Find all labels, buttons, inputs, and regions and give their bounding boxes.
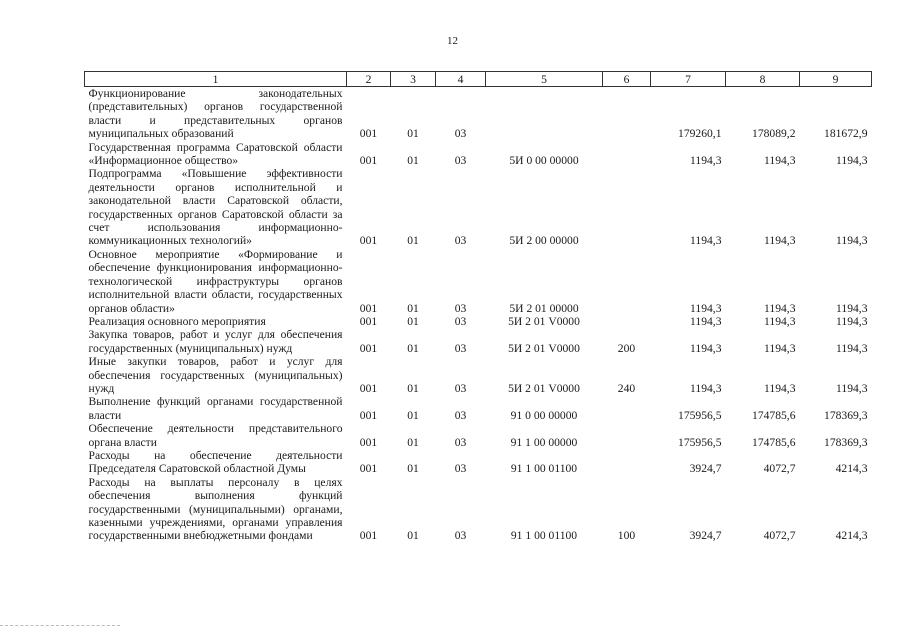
table-row bbox=[85, 328, 872, 355]
row-name: Расходы на выплаты персоналу в целях обеспечения выполнения функций государственными (муниципальными) органами, казенными учреждениями, органами управления государственными внебюджетными фондами bbox=[88, 475, 343, 543]
row-subsection-code: 03 bbox=[454, 301, 467, 315]
row-ministry-code: 001 bbox=[359, 234, 378, 248]
row-subsection-code: 03 bbox=[454, 408, 467, 422]
header-col-1: 1 bbox=[85, 72, 347, 87]
row-section-code: 01 bbox=[407, 381, 419, 395]
row-amount-year-3: 178369,3 bbox=[824, 408, 868, 422]
row-expense-type: 100 bbox=[617, 529, 636, 543]
row-section-code: 01 bbox=[407, 301, 419, 315]
row-name: Закупка товаров, работ и услуг для обеспечения государственных (муниципальных) нужд bbox=[88, 328, 343, 355]
row-amount-year-1: 175956,5 bbox=[678, 435, 722, 449]
row-section-code: 01 bbox=[407, 408, 419, 422]
row-name: Подпрограмма «Повышение эффективности деятельности органов исполнительной и законодательной власти Саратовской области, государственных органов Саратовской области за счет использования информационно-коммуникационных технологий» bbox=[88, 167, 343, 248]
table-row bbox=[85, 476, 872, 543]
row-ministry-code: 001 bbox=[359, 435, 378, 449]
row-target-code: 5И 2 01 V0000 bbox=[508, 314, 580, 328]
row-expense-type bbox=[603, 449, 651, 476]
row-target-code: 5И 2 01 V0000 bbox=[508, 381, 580, 395]
row-expense-type bbox=[603, 315, 651, 328]
row-expense-type: 240 bbox=[617, 381, 636, 395]
table-header bbox=[85, 72, 872, 87]
row-amount-year-2: 4072,7 bbox=[763, 462, 796, 476]
row-amount-year-3: 1194,3 bbox=[836, 234, 868, 248]
table-body bbox=[85, 87, 872, 543]
row-subsection-code: 03 bbox=[454, 314, 467, 328]
page-number: 12 bbox=[447, 35, 458, 47]
row-expense-type bbox=[603, 395, 651, 422]
row-amount-year-3: 4214,3 bbox=[835, 462, 868, 476]
row-name: Реализация основного мероприятия bbox=[88, 314, 266, 328]
row-amount-year-1: 1194,3 bbox=[690, 301, 722, 315]
row-subsection-code: 03 bbox=[454, 154, 467, 168]
row-expense-type bbox=[603, 141, 651, 168]
row-expense-type bbox=[603, 422, 651, 449]
row-amount-year-2: 1194,3 bbox=[764, 381, 796, 395]
table-row bbox=[85, 395, 872, 422]
row-amount-year-3: 1194,3 bbox=[836, 301, 868, 315]
row-name: Выполнение функций органами государственной власти bbox=[88, 395, 343, 422]
header-col-5: 5 bbox=[486, 72, 603, 87]
row-ministry-code: 001 bbox=[359, 127, 378, 141]
row-target-code: 91 1 00 00000 bbox=[510, 435, 578, 449]
row-amount-year-2: 174785,6 bbox=[752, 408, 796, 422]
row-amount-year-2: 1194,3 bbox=[764, 234, 796, 248]
row-section-code: 01 bbox=[407, 234, 419, 248]
row-amount-year-3: 4214,3 bbox=[835, 529, 868, 543]
row-amount-year-2: 178089,2 bbox=[752, 127, 796, 141]
row-amount-year-3: 181672,9 bbox=[824, 127, 868, 141]
header-col-9: 9 bbox=[800, 72, 872, 87]
row-ministry-code: 001 bbox=[359, 341, 378, 355]
table-row bbox=[85, 248, 872, 315]
header-col-6: 6 bbox=[603, 72, 651, 87]
row-ministry-code: 001 bbox=[359, 408, 378, 422]
row-amount-year-1: 1194,3 bbox=[690, 381, 722, 395]
row-section-code: 01 bbox=[407, 127, 419, 141]
row-target-code: 5И 2 01 00000 bbox=[509, 301, 579, 315]
row-ministry-code: 001 bbox=[359, 314, 378, 328]
row-amount-year-2: 174785,6 bbox=[752, 435, 796, 449]
row-target-code: 91 1 00 01100 bbox=[510, 462, 578, 476]
header-col-8: 8 bbox=[726, 72, 800, 87]
row-name: Государственная программа Саратовской области «Информационное общество» bbox=[88, 140, 343, 168]
table-row bbox=[85, 87, 872, 141]
row-section-code: 01 bbox=[407, 314, 419, 328]
row-name: Расходы на обеспечение деятельности Председателя Саратовской областной Думы bbox=[88, 448, 343, 476]
row-amount-year-1: 1194,3 bbox=[690, 154, 722, 168]
row-expense-type: 200 bbox=[617, 341, 636, 355]
row-amount-year-2: 4072,7 bbox=[763, 529, 796, 543]
row-target-code: 5И 0 00 00000 bbox=[509, 154, 579, 168]
row-amount-year-3: 1194,3 bbox=[836, 314, 868, 328]
table-row bbox=[85, 355, 872, 395]
table-row bbox=[85, 315, 872, 328]
header-col-4: 4 bbox=[436, 72, 486, 87]
row-expense-type bbox=[603, 248, 651, 315]
budget-table bbox=[84, 71, 872, 543]
row-section-code: 01 bbox=[407, 154, 419, 168]
row-amount-year-1: 175956,5 bbox=[678, 408, 722, 422]
row-section-code: 01 bbox=[407, 435, 419, 449]
row-target-code: 91 1 00 01100 bbox=[510, 529, 578, 543]
row-ministry-code: 001 bbox=[359, 462, 378, 476]
row-amount-year-3: 1194,3 bbox=[836, 154, 868, 168]
header-col-7: 7 bbox=[651, 72, 726, 87]
table-row bbox=[85, 422, 872, 449]
row-section-code: 01 bbox=[407, 462, 419, 476]
row-name: Основное мероприятие «Формирование и обеспечение функционирования информационно-технологической инфраструктуры органов исполнительной власти области, государственных органов области» bbox=[88, 247, 343, 315]
row-name: Обеспечение деятельности представительного органа власти bbox=[88, 422, 343, 449]
row-amount-year-2: 1194,3 bbox=[764, 341, 796, 355]
scan-edge-mark bbox=[0, 625, 120, 626]
row-subsection-code: 03 bbox=[454, 462, 467, 476]
header-col-3: 3 bbox=[391, 72, 436, 87]
header-col-2: 2 bbox=[347, 72, 391, 87]
row-target-code: 91 0 00 00000 bbox=[510, 408, 578, 422]
row-amount-year-1: 179260,1 bbox=[678, 127, 722, 141]
row-subsection-code: 03 bbox=[454, 234, 467, 248]
row-amount-year-2: 1194,3 bbox=[764, 301, 796, 315]
row-amount-year-3: 1194,3 bbox=[836, 341, 868, 355]
row-section-code: 01 bbox=[407, 341, 419, 355]
row-subsection-code: 03 bbox=[454, 127, 467, 141]
row-expense-type bbox=[603, 167, 651, 247]
row-amount-year-3: 1194,3 bbox=[836, 381, 868, 395]
header-row bbox=[85, 72, 872, 87]
row-target-code: 5И 2 01 V0000 bbox=[508, 341, 580, 355]
row-subsection-code: 03 bbox=[454, 341, 467, 355]
row-subsection-code: 03 bbox=[454, 381, 467, 395]
row-amount-year-3: 178369,3 bbox=[824, 435, 868, 449]
row-ministry-code: 001 bbox=[359, 154, 378, 168]
table-row bbox=[85, 167, 872, 247]
table-row bbox=[85, 449, 872, 476]
row-amount-year-1: 1194,3 bbox=[690, 341, 722, 355]
row-subsection-code: 03 bbox=[454, 529, 467, 543]
row-amount-year-1: 1194,3 bbox=[690, 234, 722, 248]
table-row bbox=[85, 141, 872, 168]
row-amount-year-1: 3924,7 bbox=[689, 462, 722, 476]
row-amount-year-1: 1194,3 bbox=[690, 314, 722, 328]
row-subsection-code: 03 bbox=[454, 435, 467, 449]
row-ministry-code: 001 bbox=[359, 529, 378, 543]
row-amount-year-1: 3924,7 bbox=[689, 529, 722, 543]
row-target-code bbox=[486, 87, 603, 141]
row-section-code: 01 bbox=[407, 529, 419, 543]
row-ministry-code: 001 bbox=[359, 301, 378, 315]
row-expense-type bbox=[603, 87, 651, 141]
row-target-code: 5И 2 00 00000 bbox=[509, 234, 579, 248]
row-name: Иные закупки товаров, работ и услуг для обеспечения государственных (муниципальных) нужд bbox=[88, 355, 343, 395]
row-amount-year-2: 1194,3 bbox=[764, 154, 796, 168]
row-amount-year-2: 1194,3 bbox=[764, 314, 796, 328]
row-name: Функционирование законодательных (представительных) органов государственной власти и представительных органов муниципальных образований bbox=[88, 87, 343, 141]
row-ministry-code: 001 bbox=[359, 381, 378, 395]
